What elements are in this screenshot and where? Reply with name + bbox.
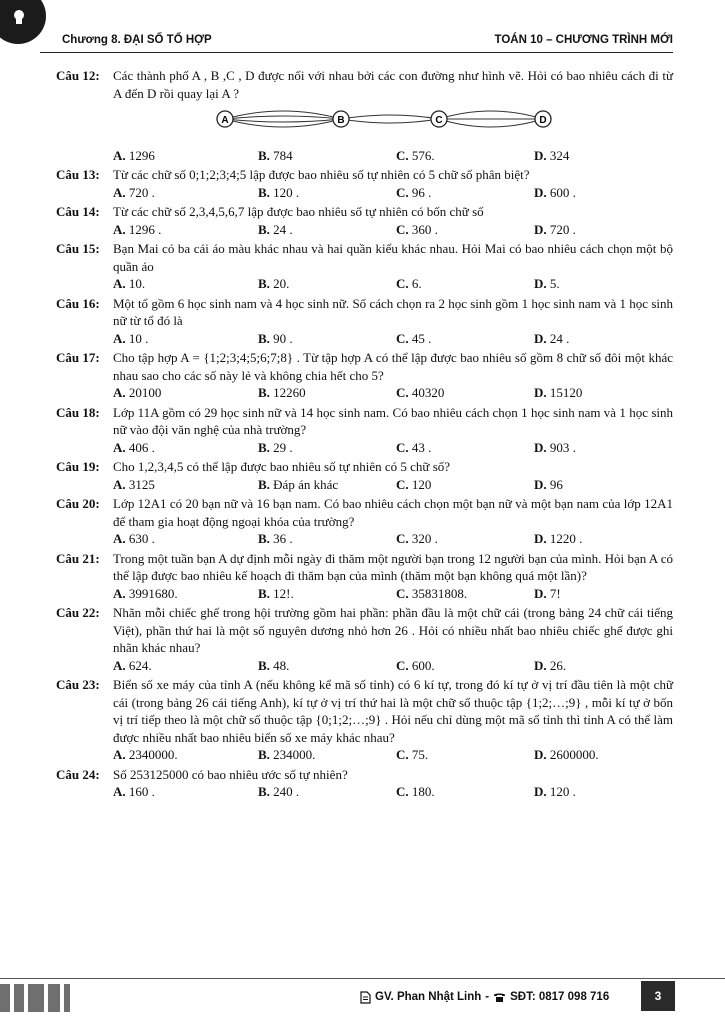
road-edge	[341, 119, 439, 123]
option-key: A.	[113, 276, 126, 291]
answer-option	[258, 657, 396, 675]
document-icon	[360, 991, 371, 1004]
city-label: B	[337, 115, 345, 126]
option-value: 45 .	[411, 330, 432, 346]
answer-option	[534, 147, 569, 165]
answer-options	[113, 585, 673, 603]
phone-number: SĐT: 0817 098 716	[510, 991, 610, 1003]
answer-option	[534, 439, 576, 457]
option-value: 35831808.	[411, 585, 468, 601]
question-item	[56, 495, 673, 550]
option-value: 903 .	[549, 439, 576, 455]
option-value: 24 .	[273, 221, 293, 237]
option-key: D.	[534, 221, 547, 237]
option-key: B.	[258, 585, 270, 601]
answer-options	[113, 147, 673, 165]
question-item	[56, 295, 673, 350]
answer-option	[258, 330, 396, 348]
option-key: D.	[534, 439, 547, 455]
page-number: 3	[641, 981, 675, 1011]
question-label: Câu 15:	[56, 241, 100, 256]
option-value: 90 .	[273, 330, 293, 346]
option-key: B.	[258, 747, 270, 762]
answer-option	[113, 783, 258, 801]
answer-option	[534, 184, 576, 202]
option-value: 324	[549, 147, 570, 163]
chapter-title: Chương 8. ĐẠI SỐ TỔ HỢP	[62, 34, 212, 46]
option-key: A.	[113, 747, 126, 762]
answer-option	[534, 275, 560, 293]
course-title: TOÁN 10 – CHƯƠNG TRÌNH MỚI	[494, 34, 673, 46]
question-label: Câu 23:	[56, 677, 100, 692]
question-label: Câu 18:	[56, 404, 100, 420]
answer-option	[258, 275, 396, 293]
answer-option	[113, 439, 258, 457]
answer-option	[396, 221, 534, 239]
question-item	[56, 604, 673, 676]
option-value: 36 .	[273, 531, 293, 546]
option-key: D.	[534, 784, 547, 799]
option-value: 40320	[411, 385, 445, 400]
option-value: 120 .	[549, 784, 576, 799]
answer-options	[113, 476, 673, 494]
option-value: 3991680.	[128, 585, 178, 601]
brand-logo	[0, 0, 46, 44]
question-text: Từ các chữ số 0;1;2;3;4;5 lập được bao nhiêu số tự nhiên có 5 chữ số phân biệt?	[113, 167, 530, 182]
option-value: 10.	[128, 276, 146, 291]
answer-option	[258, 585, 396, 603]
answer-option	[113, 330, 258, 348]
answer-options	[113, 657, 673, 675]
option-key: D.	[534, 147, 547, 163]
option-key: D.	[534, 385, 547, 400]
question-label: Câu 24:	[56, 766, 100, 782]
question-text: Từ các chữ số 2,3,4,5,6,7 lập được bao nhiêu số tự nhiên có bốn chữ số	[113, 204, 484, 219]
option-value: 48.	[273, 657, 290, 673]
answer-option	[258, 147, 396, 165]
option-value: 43 .	[411, 439, 432, 455]
option-key: B.	[258, 330, 270, 346]
option-value: 29 .	[273, 439, 293, 455]
answer-option	[534, 384, 582, 402]
option-key: D.	[534, 585, 547, 601]
question-label: Câu 16:	[56, 295, 100, 311]
option-value: 20100	[128, 385, 162, 400]
option-key: C.	[396, 784, 409, 799]
answer-option	[113, 184, 258, 202]
answer-option	[534, 585, 561, 603]
question-item	[56, 458, 673, 495]
option-key: B.	[258, 657, 270, 673]
road-edge	[225, 119, 341, 122]
question-label: Câu 21:	[56, 550, 100, 566]
question-label: Câu 17:	[56, 350, 100, 365]
answer-option	[396, 746, 534, 764]
question-list	[56, 67, 673, 803]
question-text: Một tổ gồm 6 học sinh nam và 4 học sinh nữ. Số cách chọn ra 2 học sinh gồm 1 học sinh nam và 1 học sinh nữ từ tổ đó là	[113, 295, 673, 328]
answer-option	[113, 384, 258, 402]
option-value: 2340000.	[128, 747, 178, 762]
road-edge	[225, 116, 341, 119]
answer-option	[258, 476, 396, 494]
answer-option	[113, 657, 258, 675]
answer-options	[113, 275, 673, 293]
option-key: A.	[113, 531, 126, 546]
question-text: Cho 1,2,3,4,5 có thể lập được bao nhiêu số tự nhiên có 5 chữ số?	[113, 459, 451, 474]
road-edge	[439, 111, 543, 119]
question-label: Câu 20:	[56, 496, 100, 511]
option-key: D.	[534, 330, 547, 346]
header-divider	[40, 52, 673, 53]
footer-separator: -	[485, 991, 490, 1003]
question-label: Câu 14:	[56, 204, 100, 219]
answer-option	[113, 530, 258, 548]
option-key: D.	[534, 657, 547, 673]
option-key: B.	[258, 476, 270, 492]
question-label: Câu 19:	[56, 459, 100, 474]
option-key: A.	[113, 439, 126, 455]
option-value: 26.	[549, 657, 567, 673]
option-key: B.	[258, 385, 270, 400]
option-value: 180.	[411, 784, 435, 799]
answer-option	[396, 530, 534, 548]
answer-option	[258, 384, 396, 402]
option-key: C.	[396, 747, 409, 762]
answer-options	[113, 746, 673, 764]
option-key: D.	[534, 747, 547, 762]
option-value: 96 .	[411, 184, 432, 200]
answer-option	[534, 530, 582, 548]
option-key: C.	[396, 476, 409, 492]
option-value: 630 .	[128, 531, 155, 546]
answer-option	[534, 330, 569, 348]
option-value: 720 .	[549, 221, 576, 237]
option-value: 96	[549, 476, 563, 492]
answer-option	[113, 746, 258, 764]
option-value: 234000.	[273, 747, 316, 762]
option-key: C.	[396, 385, 409, 400]
option-key: A.	[113, 784, 126, 799]
question-text: Lớp 12A1 có 20 bạn nữ và 16 bạn nam. Có bao nhiêu cách chọn một bạn nữ và một bạn nam của lớp 12A1 để tham gia hoạt động ngoại khóa của trường?	[113, 496, 673, 529]
city-label: A	[221, 115, 229, 126]
option-value: 720 .	[128, 184, 155, 200]
answer-option	[113, 275, 258, 293]
question-text: Các thành phố A , B ,C , D được nối với nhau bởi các con đường như hình vẽ. Hỏi có bao nhiêu cách đi từ A đến D rồi quay lại A ?	[113, 68, 673, 101]
question-item	[56, 240, 673, 295]
option-key: C.	[396, 531, 409, 546]
option-value: 24 .	[549, 330, 570, 346]
question-item	[56, 676, 673, 766]
answer-option	[258, 746, 396, 764]
answer-option	[534, 783, 576, 801]
option-value: 784	[273, 147, 293, 163]
road-edge	[439, 119, 543, 127]
answer-option	[534, 221, 576, 239]
option-key: B.	[258, 276, 270, 291]
question-item	[56, 166, 673, 203]
option-value: 360 .	[411, 221, 438, 237]
logo-icon	[10, 8, 28, 26]
option-key: B.	[258, 531, 270, 546]
answer-options	[113, 783, 673, 801]
option-key: C.	[396, 184, 409, 200]
option-key: D.	[534, 184, 547, 200]
option-value: 320 .	[411, 531, 438, 546]
option-value: 576.	[411, 147, 435, 163]
option-key: C.	[396, 657, 409, 673]
road-network-diagram	[215, 104, 555, 134]
answer-options	[113, 384, 673, 402]
question-text: Cho tập hợp A = {1;2;3;4;5;6;7;8} . Từ tập hợp A có thể lập được bao nhiêu số gồm 8 chữ số đôi một khác nhau sao cho các số này lẻ và không chia hết cho 5?	[113, 350, 673, 383]
question-text: Biển số xe máy của tỉnh A (nếu không kể mã số tỉnh) có 6 kí tự, trong đó kí tự ở vị trí đầu tiên là một chữ cái (trong bảng 26 cái tiếng Anh), kí tự ở vị trí thứ hai là một chữ số thuộc tập {1;2;…;9} , mỗi kí tự ở bốn vị trí tiếp theo là một chữ số thuộc tập {0;1;2;…;9} . Hỏi nếu chỉ dùng một mã số tỉnh thì tỉnh A có thể làm được nhiều nhất bao nhiêu biển số xe máy khác nhau?	[113, 677, 673, 745]
option-value: 20.	[273, 276, 290, 291]
question-item	[56, 550, 673, 605]
answer-option	[258, 530, 396, 548]
option-key: C.	[396, 221, 409, 237]
question-text: Trong một tuần bạn A dự định mỗi ngày đi thăm một người bạn trong 12 người bạn của mình. Hỏi bạn A có thể lập được bao nhiêu kế hoạch đi thăm bạn của mình (thăm một bạn không quá một lần)?	[113, 550, 673, 583]
option-key: C.	[396, 276, 409, 291]
answer-option	[258, 439, 396, 457]
option-value: 75.	[411, 747, 429, 762]
answer-option	[113, 221, 258, 239]
answer-option	[396, 184, 534, 202]
answer-option	[396, 585, 534, 603]
answer-option	[396, 330, 534, 348]
answer-option	[258, 184, 396, 202]
answer-option	[113, 147, 258, 165]
option-value: 600 .	[549, 184, 576, 200]
answer-option	[534, 476, 563, 494]
option-value: 10 .	[128, 330, 149, 346]
option-value: 1220 .	[549, 531, 583, 546]
option-key: C.	[396, 585, 409, 601]
answer-option	[396, 275, 534, 293]
option-key: A.	[113, 385, 126, 400]
question-text: Số 253125000 có bao nhiêu ước số tự nhiên?	[113, 766, 348, 782]
answer-option	[258, 221, 396, 239]
option-value: 5.	[549, 276, 560, 291]
option-value: 160 .	[128, 784, 155, 799]
option-key: C.	[396, 439, 409, 455]
option-key: B.	[258, 147, 270, 163]
answer-option	[534, 746, 599, 764]
footer-divider	[0, 978, 725, 979]
option-value: 1296	[128, 147, 155, 163]
city-label: D	[539, 115, 547, 126]
option-key: A.	[113, 147, 126, 163]
option-key: B.	[258, 784, 270, 799]
option-key: C.	[396, 330, 409, 346]
answer-options	[113, 439, 673, 457]
answer-option	[396, 657, 534, 675]
option-value: 406 .	[128, 439, 155, 455]
option-value: 12!.	[273, 585, 294, 601]
question-item	[56, 766, 673, 803]
option-key: B.	[258, 439, 270, 455]
option-key: A.	[113, 657, 126, 673]
option-value: 15120	[549, 385, 583, 400]
answer-options	[113, 530, 673, 548]
answer-option	[534, 657, 566, 675]
answer-option	[396, 384, 534, 402]
option-value: 12260	[273, 385, 306, 400]
answer-option	[113, 585, 258, 603]
answer-option	[396, 476, 534, 494]
option-key: A.	[113, 221, 126, 237]
road-edge	[341, 115, 439, 119]
option-value: 7!	[549, 585, 561, 601]
answer-option	[258, 783, 396, 801]
option-value: 120 .	[273, 184, 300, 200]
question-label: Câu 22:	[56, 605, 100, 620]
option-value: 1296 .	[128, 221, 162, 237]
answer-options	[113, 184, 673, 202]
author-name: GV. Phan Nhật Linh	[375, 991, 482, 1003]
answer-option	[113, 476, 258, 494]
phone-icon	[493, 992, 506, 1003]
question-item	[56, 67, 673, 166]
question-text: Nhãn mỗi chiếc ghế trong hội trường gồm hai phần: phần đầu là một chữ cái (trong bảng 24 chữ cái tiếng Việt), phần thứ hai là một số nguyên dương nhỏ hơn 26 . Hỏi có nhiều nhất bao nhiêu chiếc ghế được ghi nhãn khác nhau?	[113, 605, 673, 655]
answer-option	[396, 147, 534, 165]
option-key: A.	[113, 585, 126, 601]
page-header	[54, 30, 673, 54]
option-value: 3125	[128, 476, 155, 492]
option-value: 240 .	[273, 784, 300, 799]
option-key: C.	[396, 147, 409, 163]
option-value: 600.	[411, 657, 435, 673]
footer-info	[360, 987, 609, 1007]
option-key: A.	[113, 330, 126, 346]
option-value: 2600000.	[549, 747, 599, 762]
option-key: B.	[258, 221, 270, 237]
answer-options	[113, 330, 673, 348]
option-value: 6.	[411, 276, 422, 291]
question-label: Câu 12:	[56, 68, 100, 83]
question-label: Câu 13:	[56, 167, 100, 182]
option-key: D.	[534, 276, 547, 291]
question-text: Lớp 11A gồm có 29 học sinh nữ và 14 học sinh nam. Có bao nhiêu cách chọn 1 học sinh nam và 1 học sinh nữ vào đội văn nghệ của nhà trường?	[113, 404, 673, 437]
answer-options	[113, 221, 673, 239]
question-item	[56, 349, 673, 404]
answer-option	[396, 439, 534, 457]
option-key: A.	[113, 184, 126, 200]
option-key: A.	[113, 476, 126, 492]
option-key: D.	[534, 531, 547, 546]
option-key: B.	[258, 184, 270, 200]
question-text: Bạn Mai có ba cái áo màu khác nhau và hai quần kiểu khác nhau. Hỏi Mai có bao nhiêu cách chọn một bộ quần áo	[113, 241, 673, 274]
option-key: D.	[534, 476, 547, 492]
answer-option	[396, 783, 534, 801]
city-label: C	[435, 115, 443, 126]
option-value: 624.	[128, 657, 152, 673]
option-value: 120	[411, 476, 432, 492]
question-item	[56, 203, 673, 240]
question-item	[56, 404, 673, 459]
option-value: Đáp án khác	[273, 476, 339, 492]
